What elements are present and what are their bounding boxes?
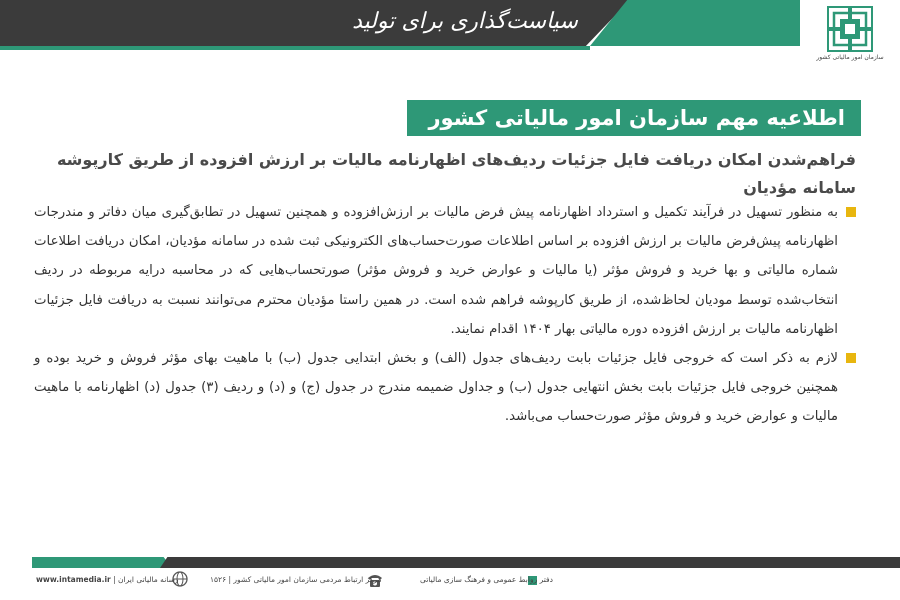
header-slogan: سیاست‌گذاری برای تولید (352, 9, 578, 34)
square-bullet-icon (846, 353, 856, 363)
footer-department: دفتر روابط عمومی و فرهنگ سازی مالیاتی (420, 575, 553, 584)
footer-website (36, 572, 178, 588)
tax-organization-logo-icon (827, 6, 873, 52)
paragraph-text: به منظور تسهیل در فرآیند تکمیل و استرداد اظهارنامه پیش فرض مالیات بر ارزش‌افزوده و همچنین تسهیل در تطابق‌گیری میان دفاتر و مندرجات اظهارنامه پیش‌فرض مالیات بر ارزش افزوده بر اساس اطلاعات صورت‌حساب‌های الکترونیکی ثبت شده در سامانه مؤدیان، امکان دریافت اطلاعات شماره مالیاتی و بها خرید و فروش مؤثر (یا مالیات و عوارض خرید و فروش مؤثر) صورتحساب‌هایی که در محاسبه درایه مربوطه در ردیف انتخاب‌شده توسط مودیان لحاظ‌شده، از طریق کارپوشه فراهم شده است. در همین راستا مؤدیان محترم می‌توانند نسبت به دریافت فایل جزئیات اظهارنامه مالیات بر ارزش افزوده دوره مالیاتی بهار ۱۴۰۴ اقدام نمایند. (34, 205, 838, 337)
announcement-body (34, 198, 856, 432)
title-banner (407, 100, 861, 136)
footer-dark-band (160, 557, 900, 568)
paragraph-text: لازم به ذکر است که خروجی فایل جزئیات بابت ردیف‌های جدول (الف) و بخش ابتدایی جدول (ب) با ماهیت بهای مؤثر فروش و خرید بوده و همچنین خروجی فایل جزئیات بابت بخش انتهایی جدول (ب) و جداول ضمیمه مندرج در جدول (ج) و (د) و ردیف (۳) جدول (د) اظهارنامه با ماهیت مالیات و عوارض خرید و فروش مؤثر صورت‌حساب می‌باشد. (34, 351, 838, 425)
footer-news-label: رسانه مالیاتی ایران | (113, 575, 179, 584)
page-title: اطلاعیه مهم سازمان امور مالیاتی کشور (428, 106, 845, 130)
footer-green-band (32, 557, 172, 568)
paragraph-item (34, 198, 856, 344)
logo-caption: سازمان امور مالیاتی کشور (816, 54, 884, 61)
square-bullet-icon (846, 207, 856, 217)
paragraph-item (34, 344, 856, 432)
website-link[interactable]: www.intamedia.ir (36, 575, 111, 584)
logo-area (800, 0, 900, 75)
footer-contact: مرکز ارتباط مردمی سازمان امور مالیاتی کشور | ۱۵۲۶ (210, 575, 382, 584)
header-bar (0, 0, 900, 50)
page-subtitle: فراهم‌شدن امکان دریافت فایل جزئیات ردیف‌های اظهارنامه مالیات بر ارزش افزوده از طریق کارپوشه سامانه مؤدیان (56, 150, 856, 197)
header-green-line (0, 46, 590, 50)
